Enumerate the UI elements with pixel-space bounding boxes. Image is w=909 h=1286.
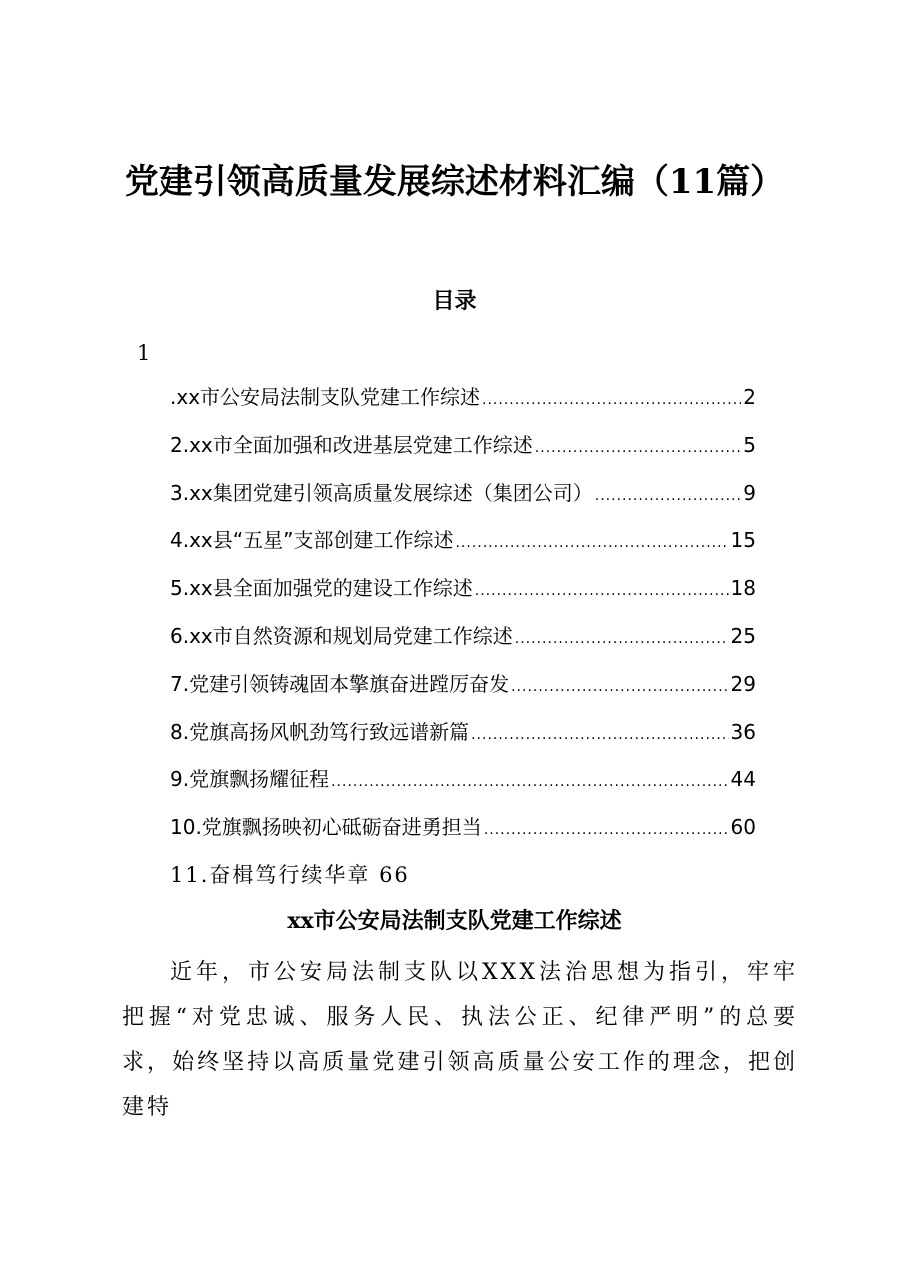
toc-entry-page: 36 [730, 719, 756, 744]
toc-entry-title: 5.xx县全面加强党的建设工作综述 [170, 576, 473, 601]
toc-entry-title: 4.xx县“五星”支部创建工作综述 [170, 528, 454, 553]
toc-entry-page: 15 [730, 528, 756, 553]
toc-entry-title: 8.党旗高扬风帆劲笃行致远谱新篇 [170, 719, 470, 744]
toc-heading: 目录 [432, 288, 477, 314]
toc-entry[interactable] [170, 616, 756, 664]
toc-entry[interactable] [170, 425, 756, 473]
toc-dot-leader [535, 428, 742, 468]
toc-entry[interactable] [170, 377, 756, 425]
toc-dot-leader [595, 476, 742, 516]
toc-entry-title: 6.xx市自然资源和规划局党建工作综述 [170, 623, 513, 648]
toc-entry-title: 7.党建引领铸魂固本擎旗奋进蹚厉奋发 [170, 671, 510, 696]
toc-entry[interactable] [170, 568, 756, 616]
toc-entry-title: 3.xx集团党建引领高质量发展综述（集团公司） [170, 480, 593, 505]
toc-entry[interactable] [170, 759, 756, 807]
toc-entry-page: 60 [730, 815, 756, 840]
toc-dot-leader [484, 810, 729, 850]
toc-entry-page: 29 [730, 671, 756, 696]
toc-entry-page: 9 [743, 480, 756, 505]
toc-entry-page: 18 [730, 576, 756, 601]
toc-dot-leader [475, 571, 729, 611]
toc-entry[interactable] [170, 473, 756, 521]
toc-list [170, 377, 756, 855]
toc-entry-last[interactable]: 11.奋楫笃行续华章 66 [170, 863, 410, 887]
toc-dot-leader [482, 380, 741, 420]
toc-entry-page: 2 [743, 385, 756, 409]
toc-entry[interactable] [170, 520, 756, 568]
toc-entry-page: 44 [730, 767, 756, 792]
toc-entry[interactable] [170, 807, 756, 855]
toc-dot-leader [511, 667, 728, 707]
toc-entry-page: 5 [743, 432, 756, 457]
document-title: 党建引领高质量发展综述材料汇编（11篇） [124, 162, 785, 202]
toc-entry-title: .xx市公安局法制支队党建工作综述 [170, 385, 481, 409]
toc-stray-number: 1 [137, 341, 151, 365]
toc-dot-leader [455, 523, 728, 563]
toc-entry-title: 10.党旗飘扬映初心砥砺奋进勇担当 [170, 815, 482, 840]
toc-dot-leader [515, 619, 729, 659]
toc-entry-title: 2.xx市全面加强和改进基层党建工作综述 [170, 432, 533, 457]
toc-entry[interactable] [170, 712, 756, 760]
toc-entry-page: 25 [730, 623, 756, 648]
toc-entry[interactable] [170, 664, 756, 712]
section-body-paragraph: 近年，市公安局法制支队以XXX法治思想为指引，牢牢把握“对党忠诚、服务人民、执法公正、纪律严明”的总要求，始终坚持以高质量党建引领高质量公安工作的理念，把创建特 [122, 960, 798, 1120]
toc-dot-leader [471, 715, 728, 755]
toc-entry-title: 9.党旗飘扬耀征程 [170, 767, 330, 792]
section-title: xx市公安局法制支队党建工作综述 [287, 908, 622, 934]
toc-dot-leader [331, 762, 728, 802]
